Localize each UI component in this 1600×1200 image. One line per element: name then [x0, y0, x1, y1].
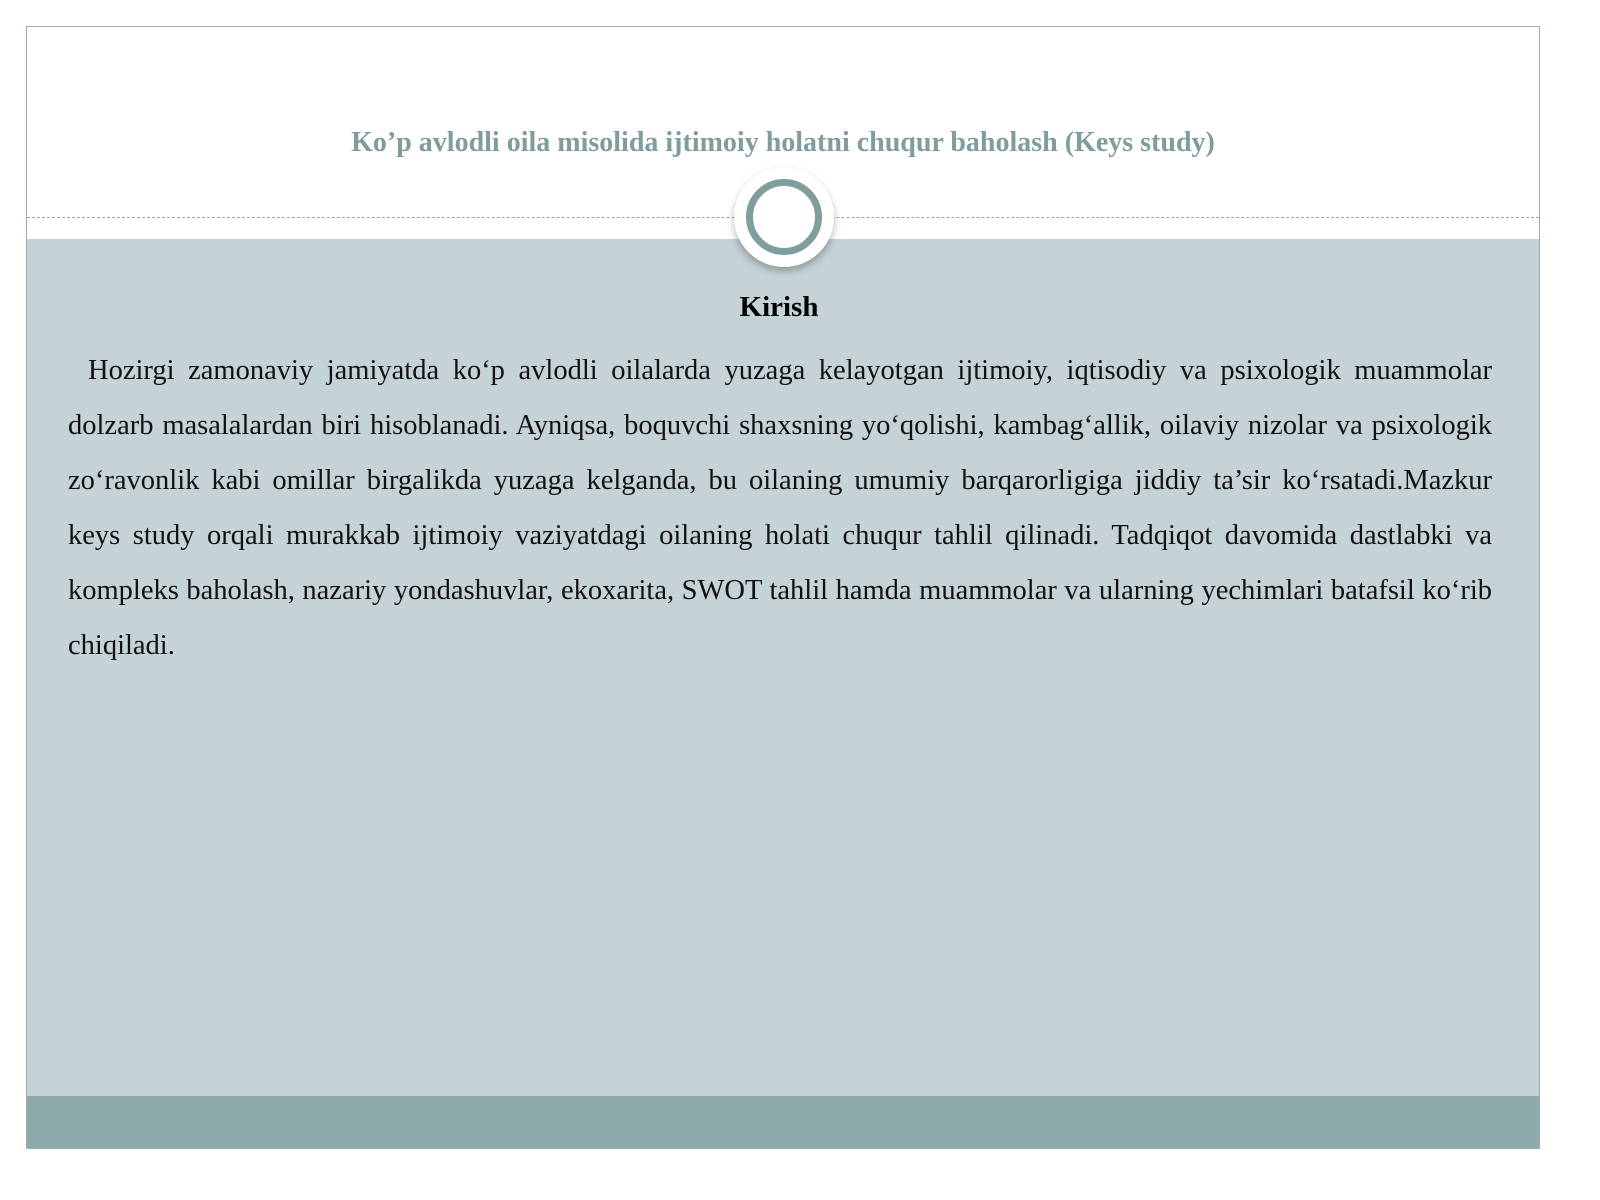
section-heading: Kirish [739, 291, 819, 323]
slide-title: Ko’p avlodli oila misolida ijtimoiy holatni chuqur baholash (Keys study) [351, 127, 1215, 158]
circle-ornament-ring [746, 179, 822, 255]
circle-ornament-icon [734, 167, 834, 267]
body-paragraph: Hozirgi zamonaviy jamiyatda ko‘p avlodli oilalarda yuzaga kelayotgan ijtimoiy, iqtisodiy va psixologik muammolar dolzarb masalalardan biri hisoblanadi. Ayniqsa, boquvchi shaxsning yo‘qolishi, kambag‘allik, oilaviy nizolar va psixologik zo‘ravonlik kabi omillar birgalikda yuzaga kelganda, bu oilaning umumiy barqarorligiga jiddiy ta’sir ko‘rsatadi.Mazkur keys study orqali murakkab ijtimoiy vaziyatdagi oilaning holati chuqur tahlil qilinadi. Tadqiqot davomida dastlabki va kompleks baholash, nazariy yondashuvlar, ekoxarita, SWOT tahlil hamda muammolar va ularning yechimlari batafsil ko‘rib chiqiladi. [68, 355, 1492, 661]
slide [26, 26, 1540, 1149]
footer-band [27, 1096, 1539, 1149]
